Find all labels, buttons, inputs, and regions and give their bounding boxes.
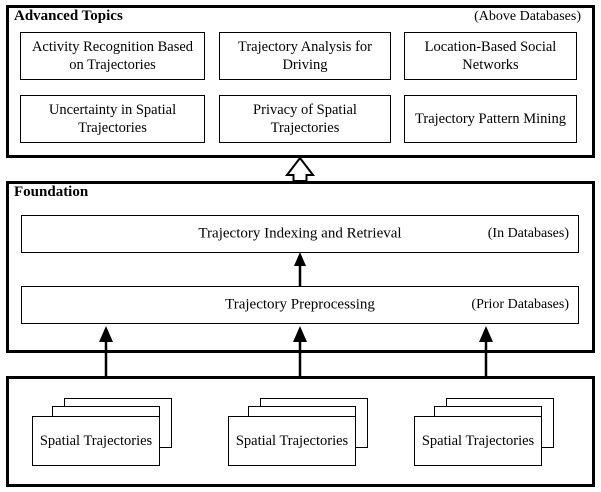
topic-cell-trajectory-pattern-mining: Trajectory Pattern Mining — [404, 95, 577, 143]
foundation-bar-indexing — [21, 215, 579, 253]
foundation-title: Foundation — [14, 184, 89, 200]
block-arrow-foundation-to-advanced — [287, 158, 313, 181]
foundation-bar-indexing-label: Trajectory Indexing and Retrieval — [198, 225, 402, 242]
foundation-bar-preprocessing — [21, 286, 579, 324]
foundation-bar-preprocessing-label: Trajectory Preprocessing — [225, 296, 375, 313]
topic-cell-activity-recognition: Activity Recognition Based on Trajectories — [20, 32, 205, 80]
spatial-trajectories-stack — [30, 398, 180, 470]
topic-cell-location-based-social-networks: Location-Based Social Networks — [404, 32, 577, 80]
foundation-bar-preprocessing-note: (Prior Databases) — [471, 297, 569, 312]
spatial-trajectories-stack — [412, 398, 562, 470]
advanced-topics-note: (Above Databases) — [474, 9, 581, 24]
topic-cell-privacy-spatial-trajectories: Privacy of Spatial Trajectories — [219, 95, 391, 143]
foundation-bar-indexing-note: (In Databases) — [487, 226, 569, 241]
topic-cell-uncertainty-spatial-trajectories: Uncertainty in Spatial Trajectories — [20, 95, 205, 143]
document-card-front: Spatial Trajectories — [32, 416, 160, 466]
document-card-front: Spatial Trajectories — [228, 416, 356, 466]
document-card-front: Spatial Trajectories — [414, 416, 542, 466]
spatial-trajectories-stack — [226, 398, 376, 470]
foundation-section — [6, 181, 595, 353]
topic-cell-trajectory-analysis-driving: Trajectory Analysis for Driving — [219, 32, 391, 80]
advanced-topics-title: Advanced Topics — [14, 8, 123, 24]
